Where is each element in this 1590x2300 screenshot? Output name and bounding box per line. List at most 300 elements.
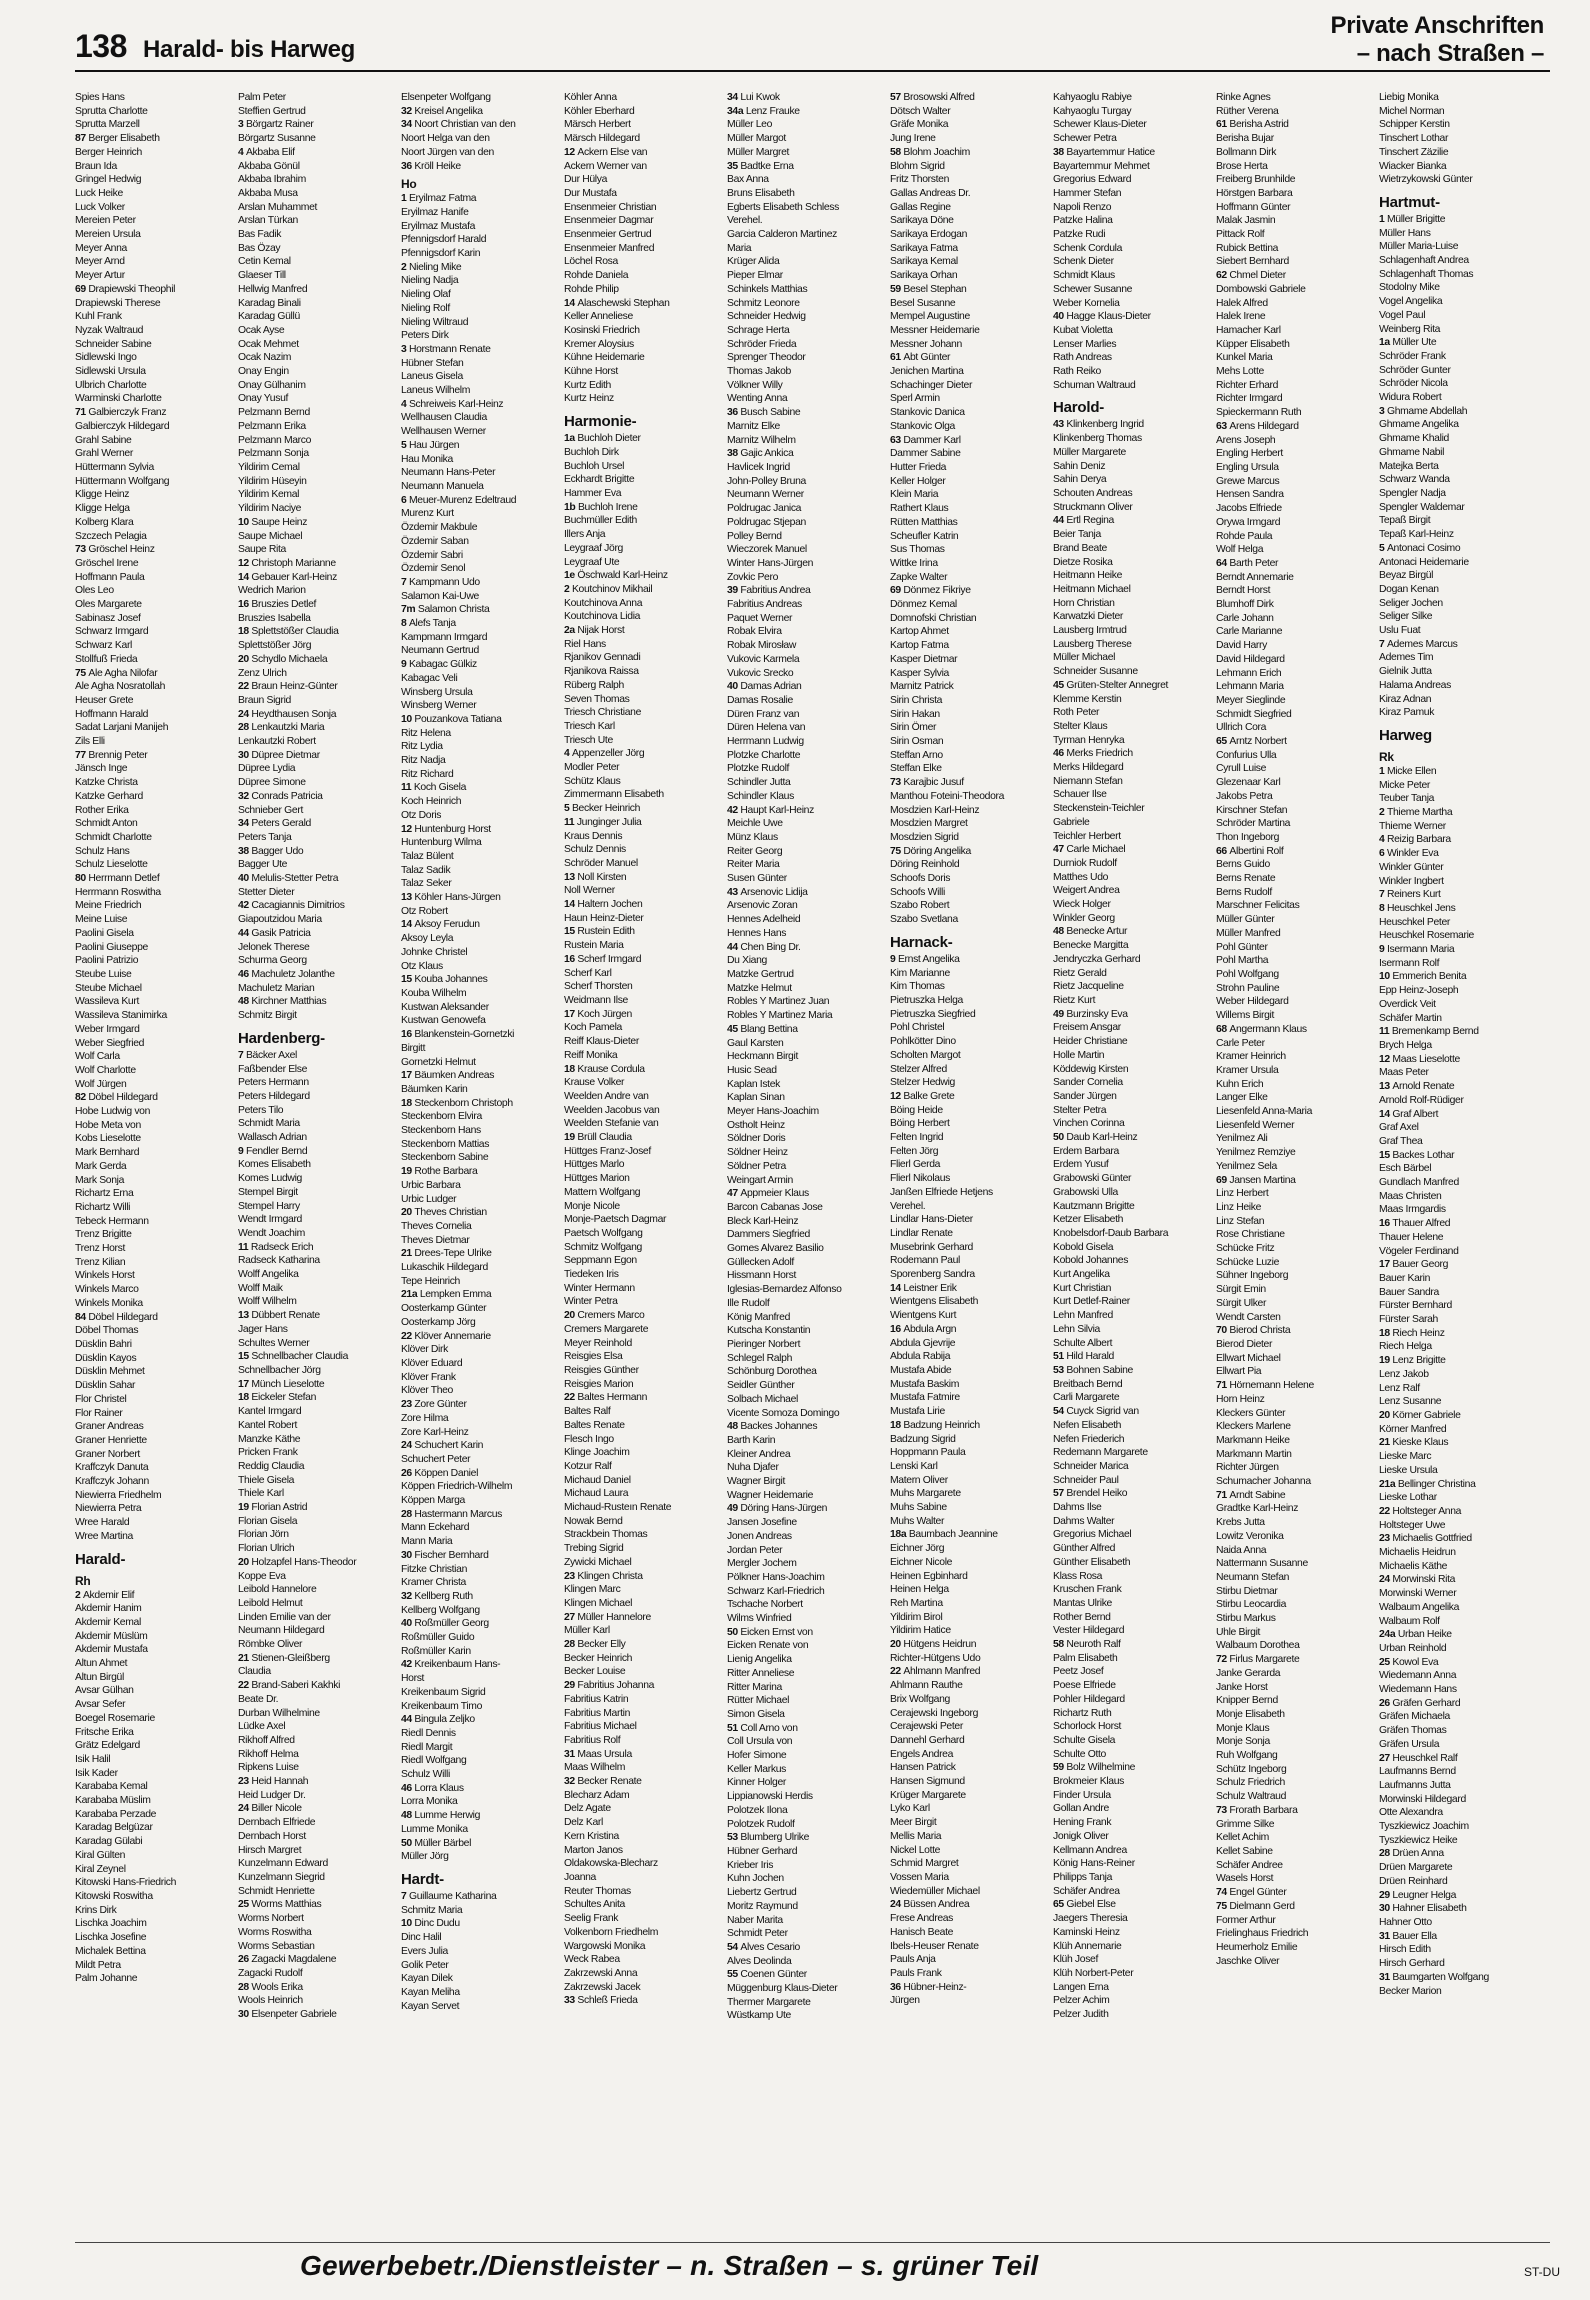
directory-entry: Schnieber Gert [238, 804, 303, 816]
directory-entry: Sühner Ingeborg [1216, 1270, 1289, 1282]
directory-entry: Herrmann Roswitha [75, 886, 161, 898]
directory-entry: Düsklin Kayos [75, 1352, 137, 1364]
directory-entry: 28 Drüen Anna [1379, 1848, 1444, 1860]
directory-entry: Knobelsdorf-Daub Barbara [1053, 1227, 1169, 1239]
directory-entry: 22 Baltes Hermann [564, 1392, 648, 1404]
directory-entry: Schlagenhaft Thomas [1379, 268, 1474, 280]
directory-entry: Urbic Ludger [401, 1193, 457, 1205]
directory-entry: Koppe Eva [238, 1570, 286, 1582]
directory-entry: Sperl Armin [890, 393, 940, 405]
directory-entry: Vukovic Srecko [727, 667, 794, 679]
directory-entry: Wellhausen Werner [401, 426, 486, 438]
directory-entry: 22 Ahlmann Manfred [890, 1666, 981, 1678]
directory-entry: 50 Eicken Ernst von [727, 1626, 813, 1638]
directory-entry: Riedl Wolfgang [401, 1755, 467, 1767]
directory-entry: Müller Hans [1379, 227, 1431, 239]
directory-entry: Stelter Klaus [1053, 720, 1108, 732]
directory-entry: Urban Reinhold [1379, 1642, 1447, 1654]
directory-entry: Gringel Hedwig [75, 174, 142, 186]
directory-entry: Kobs Lieselotte [75, 1133, 141, 1145]
directory-entry: Heinen Helga [890, 1584, 949, 1596]
directory-entry: Pelzer Judith [1053, 2009, 1109, 2021]
directory-entry: Nyzak Waltraud [75, 324, 144, 336]
directory-entry: Graner Andreas [75, 1421, 144, 1433]
directory-entry: Hoppmann Paula [890, 1447, 966, 1459]
directory-entry: 21a Bellinger Christina [1379, 1478, 1476, 1490]
directory-entry: Kiral Gülten [75, 1849, 126, 1861]
directory-entry: 18a Baumbach Jeannine [890, 1529, 998, 1541]
directory-entry: Markmann Martin [1216, 1448, 1292, 1460]
directory-entry: Mempel Augustine [890, 311, 970, 323]
directory-entry: Stirbu Dietmar [1216, 1585, 1278, 1597]
directory-entry: Laneus Gisela [401, 371, 463, 383]
directory-entry: Abdula Gjevrije [890, 1337, 956, 1349]
footer-divider [75, 2242, 1550, 2243]
directory-entry: Jordan Peter [727, 1544, 783, 1556]
directory-entry: 58 Blohm Joachim [890, 146, 970, 158]
directory-entry: Kurtz Edith [564, 379, 611, 391]
directory-entry: Elsenpeter Wolfgang [401, 92, 491, 103]
directory-entry: Schrage Herta [727, 324, 790, 336]
directory-entry: Ille Rudolf [727, 1297, 770, 1309]
directory-entry: Hammer Eva [564, 487, 622, 499]
directory-entry: Schenk Dieter [1053, 256, 1114, 268]
directory-entry: Kraffczyk Johann [75, 1476, 149, 1488]
directory-entry: Berns Rudolf [1216, 886, 1272, 898]
directory-entry: Pelzmann Bernd [238, 407, 310, 419]
directory-entry: Herrmann Ludwig [727, 736, 804, 748]
directory-entry: Esch Bärbel [1379, 1163, 1432, 1175]
directory-entry: Söldner Petra [727, 1160, 786, 1172]
directory-entry: 17 Koch Jürgen [564, 1008, 632, 1020]
directory-entry: Freisem Ansgar [1053, 1022, 1121, 1034]
street-heading: Harmonie- [564, 413, 637, 431]
directory-entry: Schneider Paul [1053, 1474, 1119, 1486]
directory-entry: Roßmüller Karin [401, 1645, 471, 1657]
directory-entry: Kellet Achim [1216, 1832, 1269, 1844]
directory-entry: 69 Drapiewski Theophil [75, 283, 176, 295]
directory-entry: Steube Luise [75, 969, 132, 980]
directory-entry: Hau Monika [401, 453, 453, 465]
directory-entry: Klinkenberg Thomas [1053, 433, 1142, 445]
directory-entry: Yenilmez Ali [1216, 1133, 1268, 1145]
directory-entry: Ale Agha Nosratollah [75, 681, 166, 693]
directory-entry: Wiedemann Anna [1379, 1670, 1457, 1682]
directory-entry: Hensen Sandra [1216, 489, 1284, 501]
directory-entry: 26 Gräfen Gerhard [1379, 1697, 1461, 1709]
directory-entry: Janßen Elfriede Hetjens [890, 1186, 993, 1198]
directory-entry: Meine Luise [75, 914, 128, 926]
directory-entry: Strohn Pauline [1216, 982, 1280, 994]
directory-entry: Kotzur Ralf [564, 1460, 612, 1472]
directory-entry: Kuhn Erich [1216, 1078, 1264, 1090]
directory-entry: Matthes Udo [1053, 871, 1109, 883]
directory-entry: 77 Brennig Peter [75, 749, 148, 761]
directory-entry: 28 Hastermann Marcus [401, 1508, 503, 1520]
directory-entry: Horn Christian [1053, 597, 1115, 609]
directory-entry: Seppmann Egon [564, 1255, 637, 1267]
directory-entry: Brand Beate [1053, 542, 1107, 554]
directory-entry: Pohl Günter [1216, 941, 1268, 953]
directory-entry: Richartz Willi [75, 1201, 131, 1213]
directory-entry: Lenski Karl [890, 1460, 938, 1472]
directory-entry: 15 Schnellbacher Claudia [238, 1351, 349, 1363]
directory-entry: Winter Hans-Jürgen [727, 557, 814, 569]
directory-entry: Akbaba Gönül [238, 160, 300, 172]
directory-entry: Sarikaya Orhan [890, 270, 958, 282]
directory-entry: Müller Michael [1053, 652, 1116, 664]
directory-entry: 23 Michaelis Gottfried [1379, 1533, 1472, 1545]
directory-entry: Dammer Sabine [890, 448, 961, 460]
directory-entry: Yildirim Cemal [238, 461, 300, 473]
directory-entry: Riel Hans [564, 638, 606, 650]
directory-entry: 71 Hörnemann Helene [1216, 1380, 1314, 1392]
directory-entry: Hobe Ludwig von [75, 1106, 151, 1118]
directory-entry: Weinberg Rita [1379, 323, 1441, 335]
directory-entry: Pieper Elmar [727, 270, 783, 282]
directory-entry: Lieske Ursula [1379, 1464, 1438, 1476]
directory-entry: Scholten Margot [890, 1049, 961, 1061]
directory-entry: Müller Margret [727, 146, 790, 158]
directory-entry: Laufmanns Jutta [1379, 1779, 1451, 1791]
directory-entry: Malak Jasmin [1216, 215, 1276, 227]
directory-entry: Gabriele [1053, 816, 1090, 828]
directory-entry: Schmidt Anton [75, 818, 138, 830]
directory-entry: Hoffmann Günter [1216, 201, 1291, 213]
directory-entry: 13 Köhler Hans-Jürgen [401, 892, 501, 904]
directory-entry: Holtsteger Uwe [1379, 1519, 1446, 1531]
directory-entry: 34 Lui Kwok [727, 92, 780, 103]
directory-entry: Akbaba Musa [238, 187, 298, 199]
directory-entry: Schäfer Andrea [1053, 1885, 1120, 1897]
directory-entry: Avsar Gülhan [75, 1685, 134, 1697]
directory-entry: Hobe Meta von [75, 1119, 141, 1131]
street-heading: Hardenberg- [238, 1029, 325, 1047]
directory-entry: Schmidt Henriette [238, 1885, 315, 1897]
directory-entry: Buchloh Dirk [564, 446, 619, 458]
directory-entry: 1b Buchloh Irene [564, 501, 638, 513]
directory-entry: Lischka Joachim [75, 1918, 147, 1930]
directory-entry: 55 Coenen Günter [727, 1969, 807, 1981]
directory-entry: 42 Haupt Karl-Heinz [727, 804, 814, 816]
directory-entry: Benecke Margitta [1053, 940, 1129, 952]
directory-entry: 5 Hau Jürgen [401, 439, 460, 451]
directory-entry: Muhs Sabine [890, 1502, 947, 1514]
directory-entry: 18 Riech Heinz [1379, 1327, 1445, 1339]
directory-entry: David Hildegard [1216, 653, 1285, 665]
directory-entry: 31 Bauer Ella [1379, 1930, 1437, 1942]
directory-entry: Luck Volker [75, 201, 125, 213]
directory-entry: 27 Heuschkel Ralf [1379, 1752, 1458, 1764]
directory-entry: Karadag Güllü [238, 311, 300, 323]
directory-entry: 35 Badtke Erna [727, 160, 794, 172]
directory-entry: Baltes Ralf [564, 1406, 611, 1418]
directory-entry: 16 Abdula Argn [890, 1323, 957, 1335]
directory-entry: 43 Klinkenberg Ingrid [1053, 419, 1144, 431]
directory-entry: 59 Bolz Wilhelmine [1053, 1762, 1136, 1774]
directory-entry: Otte Alexandra [1379, 1807, 1443, 1819]
directory-entry: 13 Dübbert Renate [238, 1310, 320, 1322]
directory-entry: 20 Holzapfel Hans-Theodor [238, 1556, 357, 1568]
directory-entry: Lehn Silvia [1053, 1323, 1100, 1335]
directory-entry: Teuber Tanja [1379, 793, 1435, 805]
directory-entry: Felten Ingrid [890, 1132, 944, 1144]
directory-entry: Palm Peter [238, 92, 286, 103]
directory-entry: 1 Eryilmaz Fatma [401, 193, 477, 205]
directory-entry: 15 Rustein Edith [564, 926, 635, 938]
directory-entry: Rohde Daniela [564, 270, 629, 282]
directory-entry: Thermer Margarete [727, 1996, 811, 2008]
directory-entry: Reisgies Marion [564, 1378, 634, 1390]
directory-entry: Lenz Jakob [1379, 1368, 1429, 1380]
directory-entry: Pietruszka Siegfried [890, 1008, 976, 1020]
directory-entry: Krüger Alida [727, 256, 780, 268]
directory-entry: 54 Cuyck Sigrid van [1053, 1406, 1139, 1418]
directory-entry: Sürgit Emin [1216, 1284, 1266, 1296]
directory-entry: Teichler Herbert [1053, 830, 1121, 842]
directory-entry: 20 Schydlo Michaela [238, 653, 328, 665]
directory-entry: Kim Marianne [890, 967, 950, 979]
directory-entry: 12 Balke Grete [890, 1090, 955, 1102]
directory-entry: Confurius Ulla [1216, 749, 1277, 761]
directory-entry: 7 Kampmann Udo [401, 576, 480, 588]
directory-entry: Radseck Katharina [238, 1255, 320, 1267]
directory-entry: Hörstgen Barbara [1216, 187, 1293, 199]
directory-entry: Flor Rainer [75, 1407, 123, 1419]
directory-entry: Avsar Sefer [75, 1699, 126, 1711]
directory-entry: Pohler Hildegard [1053, 1693, 1125, 1705]
directory-entry: Mildt Petra [75, 1959, 121, 1971]
directory-entry: Fürster Sarah [1379, 1314, 1438, 1326]
directory-entry: Onay Engin [238, 366, 289, 378]
directory-entry: Scherf Karl [564, 967, 612, 979]
directory-entry: Gräfen Ursula [1379, 1738, 1440, 1750]
directory-entry: Eckhardt Brigitte [564, 474, 635, 486]
directory-entry: Müller Margarete [1053, 446, 1126, 458]
directory-entry: Kosinski Friedrich [564, 324, 640, 336]
directory-entry: Weber Irmgard [75, 1023, 140, 1035]
page-range-title: Harald- bis Harweg [143, 36, 355, 63]
directory-entry: Wolff Wilhelm [238, 1296, 297, 1308]
directory-entry: Düsklin Mehmet [75, 1366, 145, 1378]
directory-entry: 80 Herrmann Detlef [75, 873, 160, 885]
directory-entry: Hoffmann Paula [75, 571, 145, 583]
directory-entry: Katzke Christa [75, 777, 138, 789]
directory-entry: Lehn Manfred [1053, 1310, 1113, 1322]
directory-entry: Maas Wilhelm [564, 1762, 626, 1774]
directory-entry: David Harry [1216, 640, 1268, 652]
directory-entry: Yildirim Kemal [238, 489, 300, 501]
directory-entry: Linz Herbert [1216, 1188, 1269, 1200]
directory-entry: Lischka Josefine [75, 1932, 147, 1944]
directory-entry: Winkler Georg [1053, 912, 1115, 924]
directory-entry: Schulte Gisela [1053, 1734, 1116, 1746]
directory-entry: Rathert Klaus [890, 503, 949, 515]
directory-entry: Schröder Frank [1379, 350, 1446, 362]
directory-entry: 34 Peters Gerald [238, 818, 311, 830]
directory-entry: Abdula Rabija [890, 1351, 951, 1363]
directory-entry: Halama Andreas [1379, 679, 1451, 691]
directory-entry: Michaud-Rusteın Renate [564, 1502, 672, 1514]
directory-entry: Mann Maria [401, 1536, 453, 1548]
directory-entry: Kartop Ahmet [890, 626, 949, 638]
directory-entry: Klinge Joachim [564, 1447, 630, 1459]
directory-entry: Siebert Bernhard [1216, 256, 1289, 268]
directory-entry: Isik Halil [75, 1753, 111, 1765]
directory-entry: Rinke Agnes [1216, 92, 1271, 103]
directory-entry: Barcon Cabanas Jose [727, 1201, 823, 1213]
directory-entry: Wiedemüller Michael [890, 1885, 980, 1897]
directory-entry: Husic Sead [727, 1064, 777, 1076]
directory-entry: Reuter Thomas [564, 1885, 631, 1897]
directory-entry: Rjanikov Gennadi [564, 652, 641, 664]
directory-entry: Blumhoff Dirk [1216, 599, 1274, 611]
directory-entry: Besel Susanne [890, 297, 956, 309]
directory-entry: 4 Schreiweis Karl-Heinz [401, 398, 504, 410]
directory-entry: Schulz Hans [75, 845, 130, 857]
directory-entry: 13 Arnold Renate [1379, 1081, 1455, 1093]
directory-entry: Stelzer Alfred [890, 1063, 947, 1075]
directory-entry: Gallas Andreas Dr. [890, 187, 971, 199]
directory-entry: Beate Dr. [238, 1693, 279, 1705]
directory-entry: Niewierra Friedhelm [75, 1489, 162, 1501]
directory-entry: Heumerholz Emilie [1216, 1941, 1298, 1953]
directory-entry: Jonigk Oliver [1053, 1830, 1109, 1842]
directory-entry: Baltes Renate [564, 1419, 625, 1431]
directory-entry: Morwinski Werner [1379, 1588, 1457, 1600]
directory-entry: Monje Nicole [564, 1200, 620, 1212]
directory-entry: Sprenger Theodor [727, 352, 806, 364]
directory-entry: Rüberg Ralph [564, 679, 624, 691]
directory-entry: Schinkels Matthias [727, 283, 808, 295]
directory-entry: 26 Zagacki Magdalene [238, 1954, 337, 1966]
directory-entry: Koutchinova Lidia [564, 611, 641, 623]
directory-column [890, 91, 1053, 2201]
directory-entry: Kligge Heinz [75, 489, 130, 501]
directory-entry: Wolf Carla [75, 1051, 120, 1063]
street-heading: Harold- [1053, 399, 1105, 417]
directory-entry: 34 Noort Christian van den [401, 119, 516, 131]
directory-entry: Steffien Gertrud [238, 105, 306, 117]
directory-entry: Grimme Silke [1216, 1818, 1275, 1830]
directory-entry: Kim Thomas [890, 981, 945, 993]
directory-entry: Kaplan Istek [727, 1078, 780, 1090]
directory-entry: Lumme Monika [401, 1823, 468, 1835]
directory-entry: Hübner Stefan [401, 357, 464, 369]
directory-entry: Kern Kristina [564, 1830, 619, 1842]
directory-entry: Orywa Irmgard [1216, 516, 1281, 528]
directory-entry: Jendryczka Gerhard [1053, 953, 1141, 965]
directory-entry: Maas Irmgardis [1379, 1204, 1446, 1216]
directory-entry: 10 Dinc Dudu [401, 1918, 460, 1930]
directory-entry: Kraffczyk Danuta [75, 1462, 149, 1474]
directory-entry: Wilms Winfried [727, 1613, 792, 1625]
directory-entry: 53 Blumberg Ulrike [727, 1832, 810, 1844]
directory-entry: Rose Christiane [1216, 1229, 1285, 1241]
directory-entry: Özdemir Makbule [401, 522, 478, 534]
directory-entry: Stodolny Mike [1379, 282, 1440, 294]
directory-entry: Badzung Sigrid [890, 1433, 956, 1445]
directory-entry: Köddewig Kirsten [1053, 1063, 1129, 1075]
directory-entry: Kustwan Aleksander [401, 1001, 489, 1013]
directory-entry: 14 Graf Albert [1379, 1108, 1439, 1120]
directory-entry: 24a Urban Heike [1379, 1629, 1452, 1641]
directory-entry: Pohl Martha [1216, 955, 1269, 967]
directory-entry: Richter-Hütgens Udo [890, 1652, 981, 1664]
directory-column [1379, 91, 1542, 2201]
directory-entry: Schütz Klaus [564, 775, 621, 787]
directory-entry: 24 Biller Nicole [238, 1803, 302, 1815]
directory-entry: Hennes Hans [727, 927, 787, 939]
directory-entry: Müller Margot [727, 133, 786, 145]
directory-entry: Rustein Maria [564, 940, 624, 952]
directory-entry: Domnofski Christian [890, 612, 977, 624]
directory-entry: 32 Conrads Patricia [238, 790, 323, 802]
directory-entry: Monje Elisabeth [1216, 1708, 1285, 1720]
directory-entry: Richter Jürgen [1216, 1462, 1279, 1474]
directory-entry: Fritz Thorsten [890, 174, 950, 186]
directory-entry: Messner Heidemarie [890, 324, 980, 336]
directory-entry: Mereien Ursula [75, 229, 141, 241]
directory-entry: Flierl Gerda [890, 1159, 941, 1171]
directory-column [564, 91, 727, 2201]
directory-entry: Karadag Belgüzar [75, 1822, 153, 1834]
directory-entry: Paolini Patrizio [75, 955, 139, 967]
directory-entry: Riech Helga [1379, 1341, 1432, 1353]
directory-entry: Mustafa Fatmire [890, 1392, 960, 1404]
directory-entry: Rohde Philip [564, 283, 619, 295]
directory-entry: Sirin Ömer [890, 722, 937, 734]
directory-entry: Horst [401, 1673, 425, 1685]
directory-entry: 19 Brüll Claudia [564, 1132, 632, 1144]
directory-entry: 69 Jansen Martina [1216, 1174, 1296, 1186]
directory-entry: Hüttges Marion [564, 1173, 630, 1185]
directory-entry: Kouba Wilhelm [401, 988, 467, 999]
directory-entry: Schmitz Birgit [238, 1010, 297, 1022]
directory-entry: Dogan Kenan [1379, 583, 1439, 595]
directory-entry: Karababa Perzade [75, 1808, 157, 1820]
directory-entry: Stollfuß Frieda [75, 653, 138, 665]
directory-entry: Simon Gisela [727, 1708, 785, 1720]
directory-entry: Plotzke Charlotte [727, 749, 801, 761]
directory-entry: Schlegel Ralph [727, 1352, 792, 1364]
directory-entry: Ritz Nadja [401, 755, 446, 767]
directory-entry: Krause Volker [564, 1077, 625, 1089]
directory-entry: Meine Friedrich [75, 900, 142, 912]
directory-entry: Berndt Annemarie [1216, 571, 1294, 583]
directory-entry: 17 Bauer Georg [1379, 1259, 1449, 1271]
directory-entry: Arslan Muhammet [238, 201, 318, 213]
directory-entry: Zakrzewski Jacek [564, 1981, 641, 1993]
directory-entry: Müller Manfred [1216, 927, 1281, 939]
directory-entry: Jaegers Theresia [1053, 1913, 1128, 1925]
directory-entry: Klingen Michael [564, 1597, 633, 1609]
directory-entry: Spengler Nadja [1379, 487, 1446, 499]
directory-entry: Winkels Monika [75, 1297, 143, 1309]
directory-entry: Janke Horst [1216, 1681, 1268, 1693]
district-code: Ho [401, 177, 417, 192]
directory-entry: 23 Heid Hannah [238, 1776, 309, 1788]
directory-entry: Linden Emilie van der [238, 1611, 331, 1623]
directory-entry: Leibold Hannelore [238, 1584, 317, 1596]
directory-entry: Schuchert Peter [401, 1453, 471, 1465]
directory-entry: Isik Kader [75, 1767, 118, 1779]
directory-entry: Kahyaoglu Turgay [1053, 105, 1132, 117]
directory-entry: Maas Peter [1379, 1067, 1429, 1079]
directory-entry: Willems Birgit [1216, 1010, 1275, 1022]
directory-entry: 46 Lorra Klaus [401, 1782, 464, 1794]
directory-entry: Reisgies Elsa [564, 1351, 623, 1363]
